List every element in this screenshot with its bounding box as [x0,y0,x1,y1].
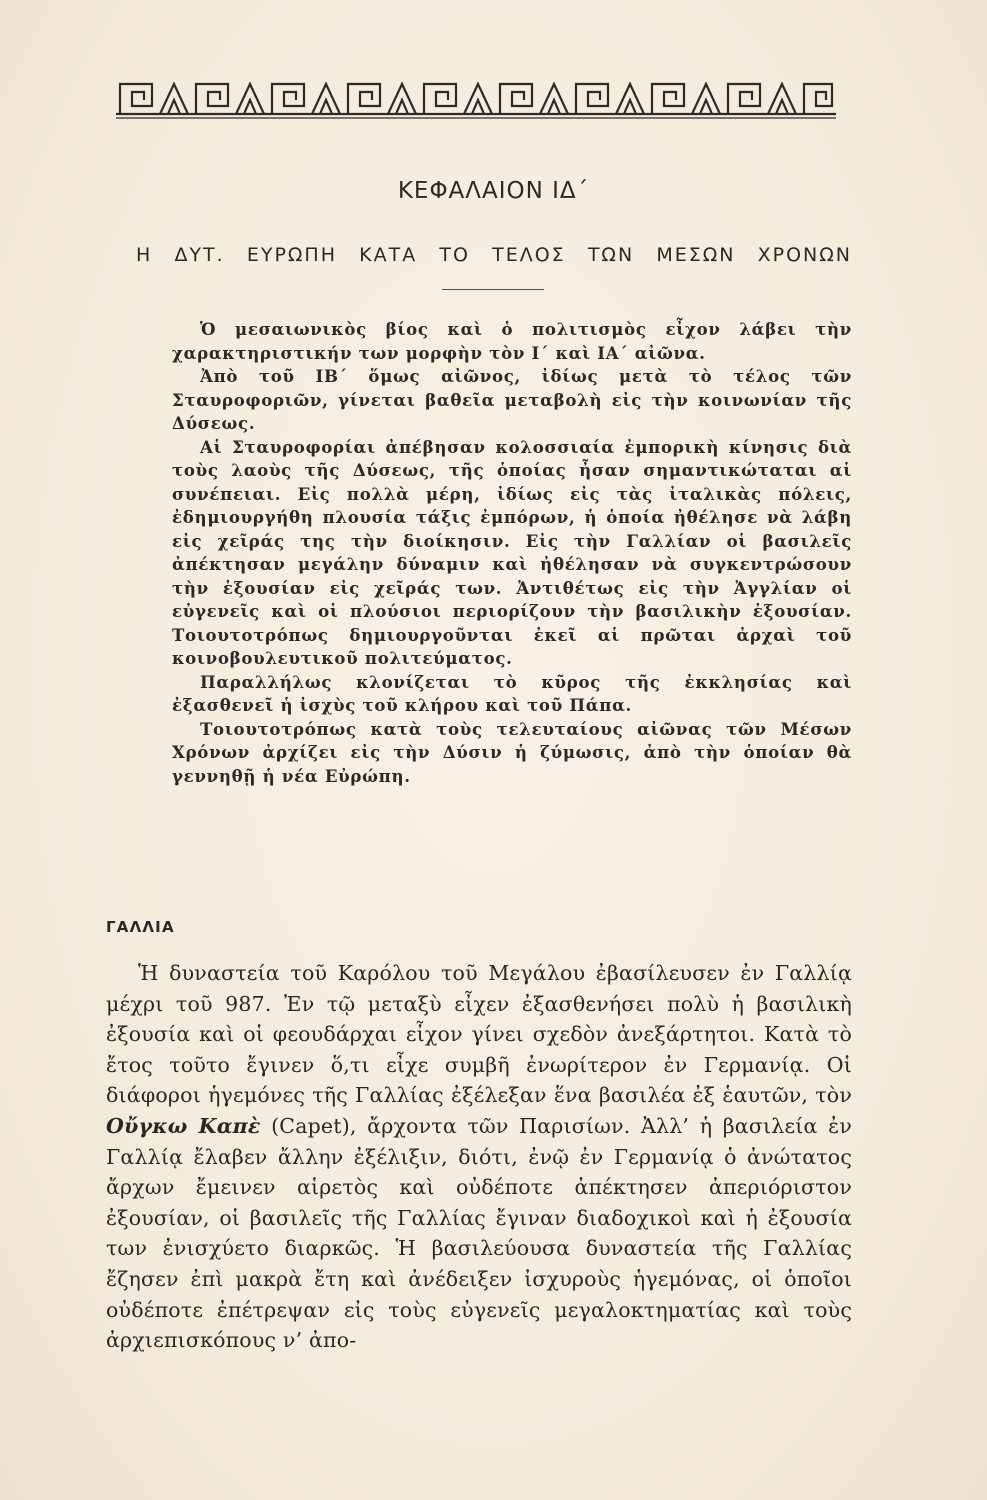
body-text-part-1: Ἡ δυναστεία τοῦ Καρόλου τοῦ Μεγάλου ἐβασίλευσεν ἐν Γαλλίᾳ μέχρι τοῦ 987. Ἐν τῷ μεταξὺ εἶχεν ἐξασθενήσει πολὺ ἡ βασιλικὴ ἐξουσία καὶ οἱ φεουδάρχαι εἶχον γίνει σχεδὸν ἀνεξάρτητοι. Κατὰ τὸ ἔτος τοῦτο ἔγινεν ὅ,τι εἶχε συμβῆ ἐνωρίτερον ἐν Γερμανίᾳ. Οἱ διάφοροι ἡγεμόνες τῆς Γαλλίας ἐξέλεξαν ἕνα βασιλέα ἐξ ἑαυτῶν, τὸν [106,961,852,1108]
chapter-summary [172,318,852,788]
chapter-subtitle: Η ΔΥΤ. ΕΥΡΩΠΗ ΚΑΤΑ ΤΟ ΤΕΛΟΣ ΤΩΝ ΜΕΣΩΝ ΧΡΟΝΩΝ [136,244,852,266]
summary-paragraph: Τοιουτοτρόπως κατὰ τοὺς τελευταίους αἰῶνας τῶν Μέσων Χρόνων ἀρχίζει εἰς τὴν Δύσιν ἡ ζύμωσις, ἀπὸ τὴν ὁποίαν θὰ γεννηθῇ ἡ νέα Εὐρώπη. [172,718,852,786]
chapter-title: ΚΕΦΑΛΑΙΟΝ ΙΔ΄ [397,178,590,204]
summary-paragraph: Ἀπὸ τοῦ ΙΒ΄ ὅμως αἰῶνος, ἰδίως μετὰ τὸ τέλος τῶν Σταυροφοριῶν, γίνεται βαθεῖα μεταβολὴ εἰς τὴν κοινωνίαν τῆς Δύσεως. [172,366,852,433]
summary-paragraph: Ὁ μεσαιωνικὸς βίος καὶ ὁ πολιτισμὸς εἶχον λάβει τὴν χαρακτηριστικήν των μορφὴν τὸν Ι΄ καὶ ΙΑ΄ αἰῶνα. [172,319,852,363]
section-heading: ΓΑΛΛΙΑ [106,918,175,936]
summary-paragraph: Αἱ Σταυροφορίαι ἀπέβησαν κολοσσιαία ἐμπορικὴ κίνησις διὰ τοὺς λαοὺς τῆς Δύσεως, τῆς ὁποίας ἦσαν σημαντικώταται αἱ συνέπειαι. Εἰς πολλὰ μέρη, ἰδίως εἰς τὰς ἰταλικὰς πόλεις, ἐδημιουργήθη πλουσία τάξις ἐμπόρων, ἡ ὁποία ἠθέλησε νὰ λάβη εἰς χεῖράς της τὴν διοίκησιν. Εἰς τὴν Γαλλίαν οἱ βασιλεῖς ἀπέκτησαν μεγάλην δύναμιν καὶ ἠθέλησαν νὰ συγκεντρώσουν τὴν ἐξουσίαν εἰς χεῖράς των. Ἀντιθέτως εἰς τὴν Ἀγγλίαν οἱ εὐγενεῖς καὶ οἱ πλούσιοι περιορίζουν τὴν βασιλικὴν ἐξουσίαν. Τοιουτοτρόπως δημιουργοῦνται ἐκεῖ αἱ πρῶται ἀρχαὶ τοῦ κοινοβουλευτικοῦ πολιτεύματος. [172,436,852,668]
summary-paragraph: Παραλλήλως κλονίζεται τὸ κῦρος τῆς ἐκκλησίας καὶ ἐξασθενεῖ ἡ ἰσχὺς τοῦ κλήρου καὶ τοῦ Πάπα. [172,671,852,715]
section-body [106,958,852,1356]
italic-name: Οὔγκω Καπὲ [106,1113,261,1138]
title-divider [442,289,544,290]
greek-key-border-ornament [112,70,840,122]
body-paragraph [106,958,852,1356]
body-text-part-2: (Capet), ἄρχοντα τῶν Παρισίων. Ἀλλ’ ἡ βασιλεία ἐν Γαλλίᾳ ἔλαβεν ἄλλην ἐξέλιξιν, διότι, ἐνῷ ἐν Γερμανίᾳ ὁ ἀνώτατος ἄρχων ἔμεινεν αἱρετὸς καὶ οὐδέποτε ἀπέκτησεν ἀπεριόριστον ἐξουσίαν, οἱ βασιλεῖς τῆς Γαλλίας ἔγιναν διαδοχικοὶ καὶ ἡ ἐξουσία των ἐνισχύετο διαρκῶς. Ἡ βασιλεύουσα δυναστεία τῆς Γαλλίας ἔζησεν ἐπὶ μακρὰ ἔτη καὶ ἀνέδειξεν ἰσχυροὺς ἡγεμόνας, οἱ ὁποῖοι οὐδέποτε ἐπέτρεψαν εἰς τοὺς εὐγενεῖς μεγαλοκτηματίας καὶ τοὺς ἀρχιεπισκόπους ν’ ἀπο- [106,1113,852,1353]
